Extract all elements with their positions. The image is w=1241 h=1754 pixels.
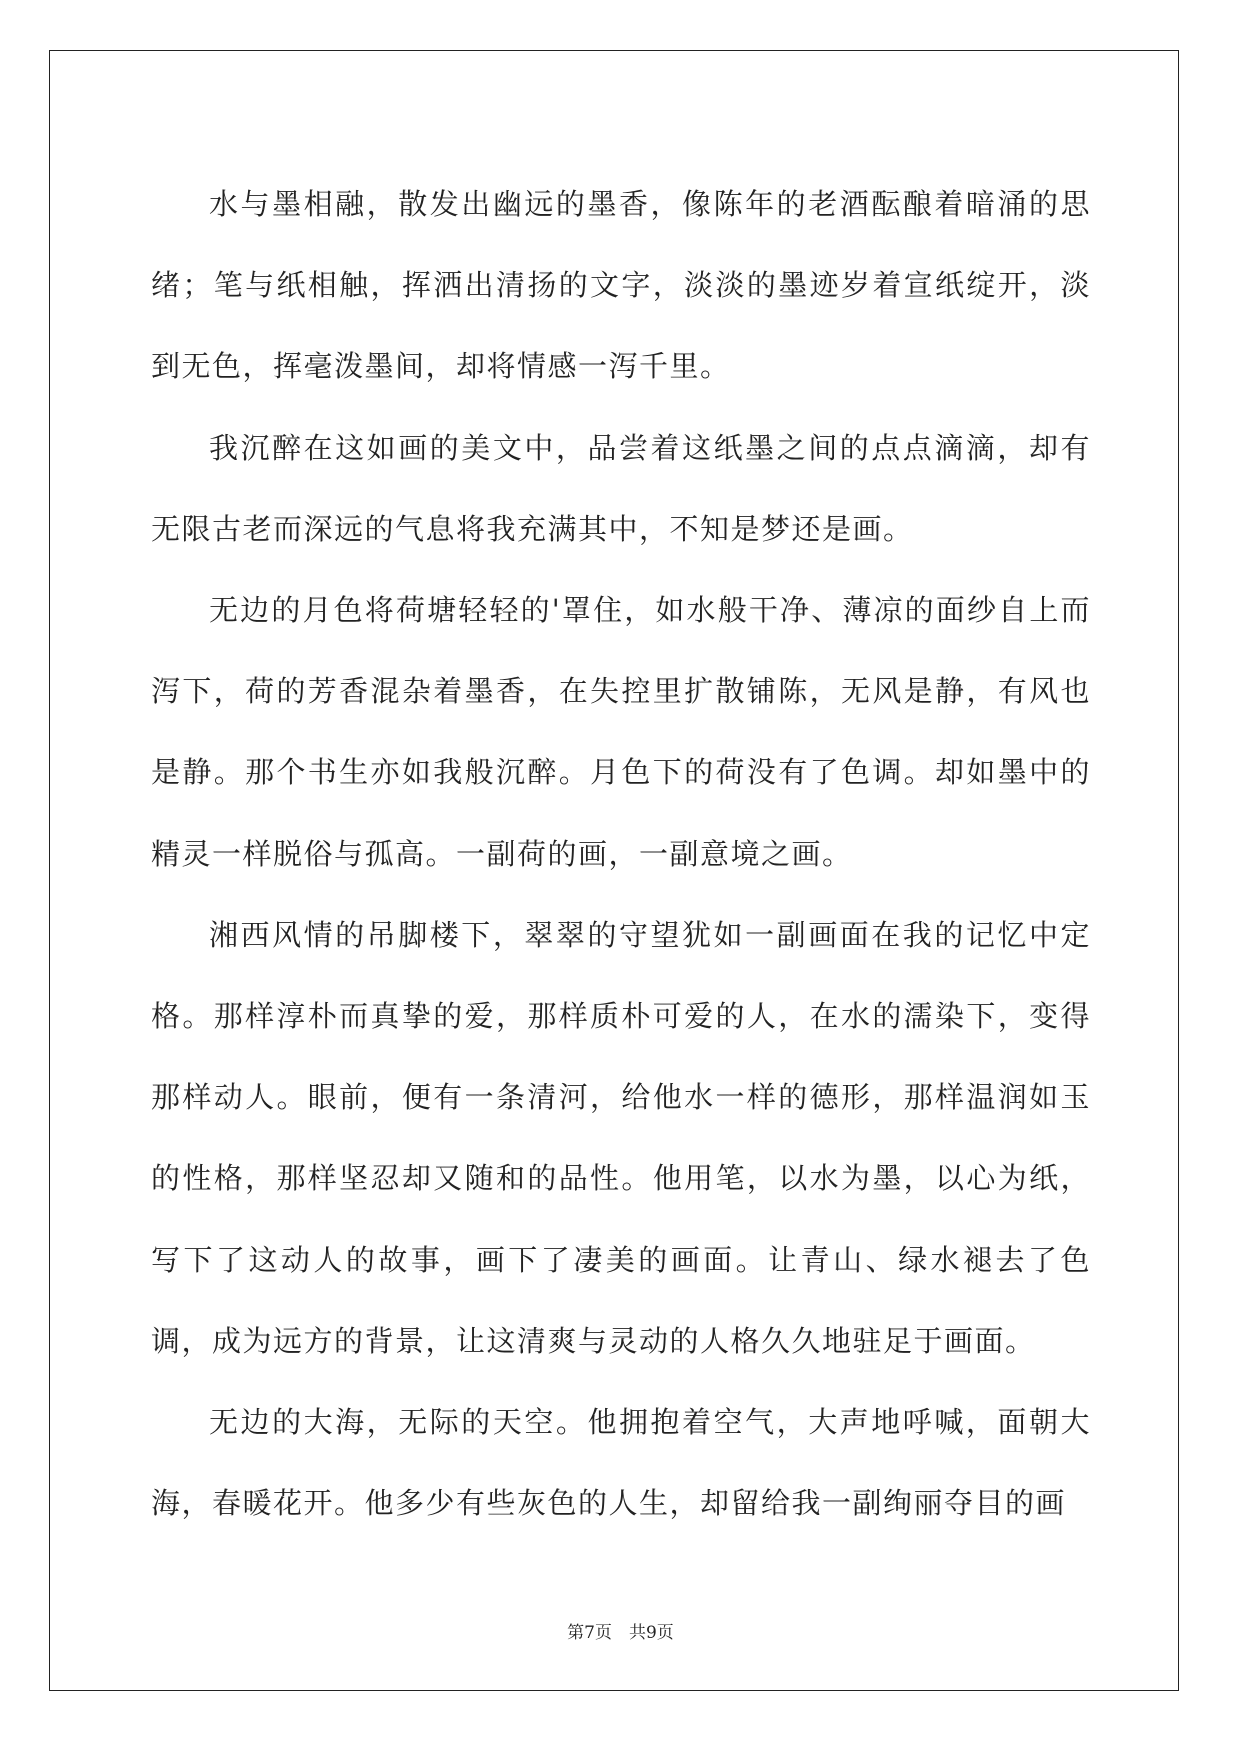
paragraph-4: 湘西风情的吊脚楼下，翠翠的守望犹如一副画面在我的记忆中定格。那样淳朴而真挚的爱，那样质朴可爱的人，在水的濡染下，变得那样动人。眼前，便有一条清河，给他水一样的德形，那样温润如玉的性格，那样坚忍却又随和的品性。他用笔，以水为墨，以心为纸，写下了这动人的故事，画下了凄美的画面。让青山、绿水褪去了色调，成为远方的背景，让这清爽与灵动的人格久久地驻足于画面。 (151, 917, 1091, 1358)
paragraph-5: 无边的大海，无际的天空。他拥抱着空气，大声地呼喊，面朝大海，春暖花开。他多少有些灰色的人生，却留给我一副绚丽夺目的画 (151, 1405, 1091, 1521)
paragraph-1: 水与墨相融，散发出幽远的墨香，像陈年的老酒酝酿着暗涌的思绪；笔与纸相触，挥洒出清扬的文字，淡淡的墨迹岁着宣纸绽开，淡到无色，挥毫泼墨间，却将情感一泻千里。 (151, 187, 1091, 384)
page-number-footer: 第7页 共9页 (567, 1623, 674, 1643)
paragraph-2: 我沉醉在这如画的美文中，品尝着这纸墨之间的点点滴滴，却有无限古老而深远的气息将我充满其中，不知是梦还是画。 (151, 430, 1091, 546)
paragraph-3: 无边的月色将荷塘轻轻的'罩住，如水般干净、薄凉的面纱自上而泻下，荷的芳香混杂着墨香，在失控里扩散铺陈，无风是静，有风也是静。那个书生亦如我般沉醉。月色下的荷没有了色调。却如墨中的精灵一样脱俗与孤高。一副荷的画，一副意境之画。 (151, 593, 1091, 871)
document-body (151, 164, 1091, 1544)
